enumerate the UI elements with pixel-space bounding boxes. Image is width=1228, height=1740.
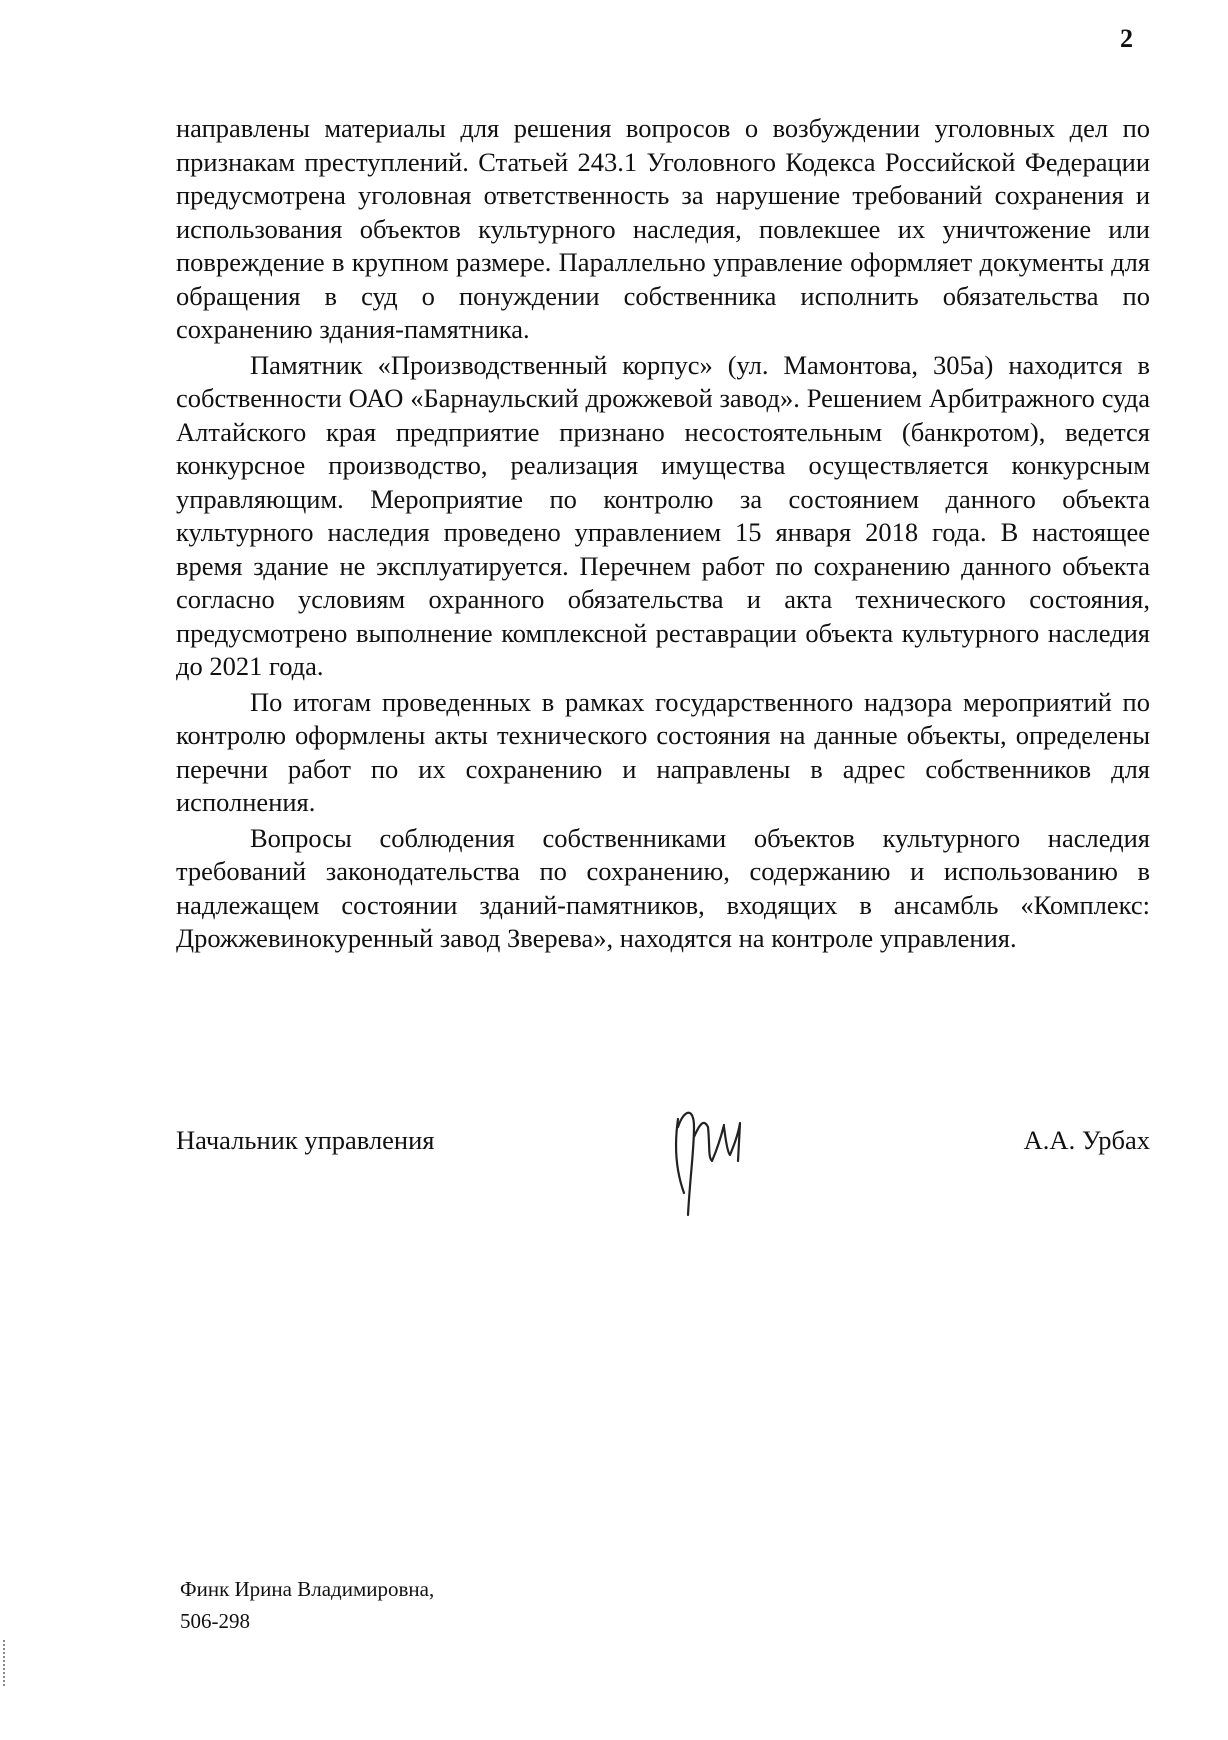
signatory-position: Начальник управления	[176, 1125, 435, 1155]
paragraph-inspection-results: По итогам проведенных в рамках государственного надзора мероприятий по контролю оформлены акты технического состояния на данные объекты, определены перечни работ по их сохранению и направлены в адрес собственников для исполнения.	[176, 686, 1150, 817]
paragraph-control: Вопросы соблюдения собственниками объектов культурного наследия требований законодательства по сохранению, содержанию и использованию в надлежащем состоянии зданий-памятников, входящих в ансамбль «Комплекс: Дрожжевинокуренный завод Зверева», находятся на контроле управления.	[176, 822, 1150, 953]
paragraph-monument: Памятник «Производственный корпус» (ул. Мамонтова, 305а) находится в собственности ОАО «Барнаульский дрожжевой завод». Решением Арбитражного суда Алтайского края предприятие признано несостоятельным (банкротом), ведется конкурсное производство, реализация имущества осуществляется конкурсным управляющим. Мероприятие по контролю за состоянием данного объекта культурного наследия проведено управлением 15 января 2018 года. В настоящее время здание не эксплуатируется. Перечнем работ по сохранению данного объекта согласно условиям охранного обязательства и акта технического состояния, предусмотрено выполнение комплексной реставрации объекта культурного наследия до 2021 года.	[176, 349, 1150, 681]
paragraph-continuation: направлены материалы для решения вопросов о возбуждении уголовных дел по признакам преступлений. Статьей 243.1 Уголовного Кодекса Российской Федерации предусмотрена уголовная ответственность за нарушение требований сохранения и использования объектов культурного наследия, повлекшее их уничтожение или повреждение в крупном размере. Параллельно управление оформляет документы для обращения в суд о понуждении собственника исполнить обязательства по сохранению здания-памятника.	[176, 113, 1150, 344]
margin-dotted-line	[3, 1640, 7, 1686]
signatory-name: А.А. Урбах	[1023, 1125, 1150, 1155]
executor-phone: 506-298	[180, 1609, 250, 1633]
executor-name: Финк Ирина Владимировна,	[180, 1577, 435, 1601]
handwritten-signature	[664, 1097, 760, 1217]
page-number: 2	[1120, 24, 1133, 53]
executor-info	[180, 1573, 434, 1637]
document-body	[176, 112, 1150, 958]
signature-block	[176, 1125, 1150, 1245]
